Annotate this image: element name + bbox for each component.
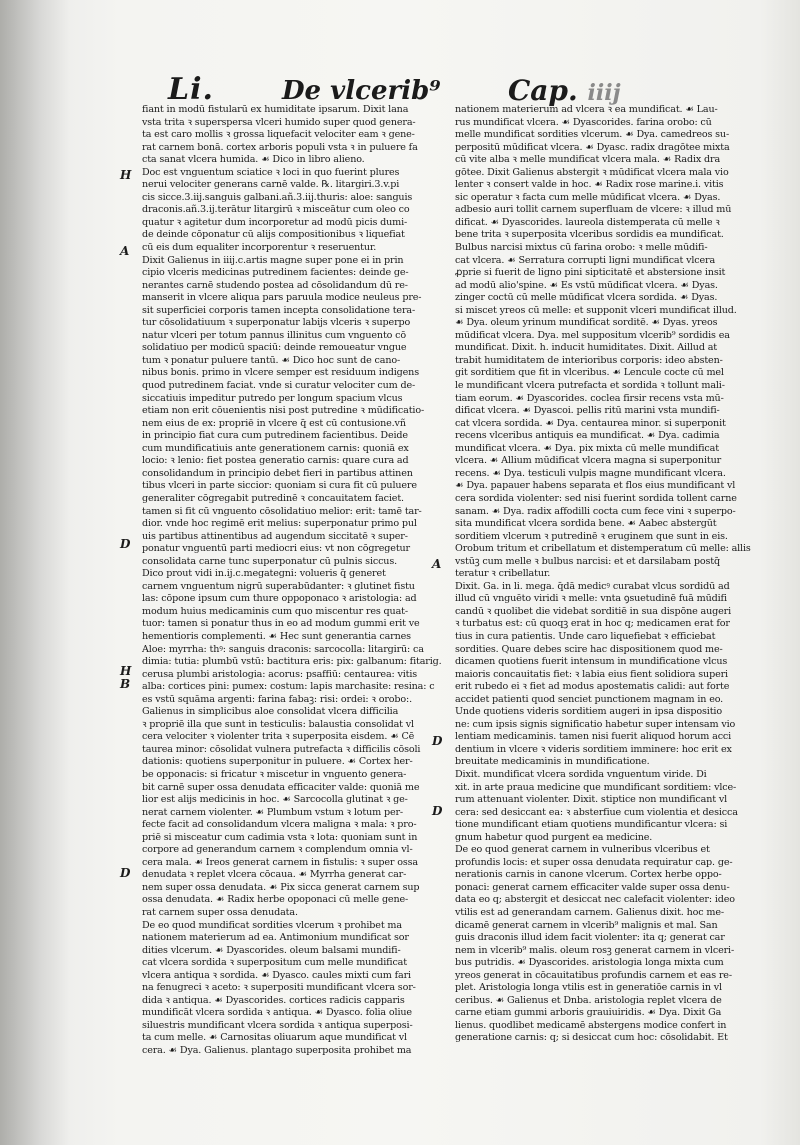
text-line: dificat. ☙ Dyascorides. laureola distemperata cū melle ꝛ — [455, 216, 720, 228]
text-line: ꝓprie si fuerit de ligno pini sipticitatē et abstersione insit — [455, 267, 726, 279]
text-line: data eo q; abstergit et desiccat nec calefacit violenter: ideo — [455, 894, 735, 906]
text-line: tum ꝛ ponatur puluere tantū. ☙ Dico hoc sunt de cano- — [142, 354, 401, 366]
text-line: ne: cum ipsis signis significatio habetur super intensam vio — [455, 718, 736, 730]
text-line: etiam non erit cōuenientis nisi post putredine ꝛ mūdificatio- — [142, 405, 425, 417]
text-line: consolidata carne tunc superponatur cū pulnis siccus. — [142, 555, 398, 567]
text-line: uis partibus attinentibus ad augendum siccitatē ꝛ super- — [142, 530, 408, 542]
text-line: lenter ꝛ consert valde in hoc. ☙ Radix rose marine.i. vitis — [455, 179, 724, 191]
text-line: Orobum tritum et cribellatum et distemperatum cū melle: allis — [455, 543, 751, 555]
text-line: nationem materierum ad vlcera ꝛ ea mundificat. ☙ Lau- — [455, 104, 718, 115]
text-line: plet. Aristologia longa vtilis est in generatiōe carnis in vl — [455, 982, 722, 994]
text-line: Dixit Galienus in iiij.c.artis magne super pone ei in prin — [142, 254, 404, 266]
text-line: Dico prout vidi in.ij.c.megategni: volueris q̄ generet — [142, 568, 386, 580]
text-line: nerat carnem violenter. ☙ Plumbum vstum ꝛ lotum per- — [142, 806, 404, 818]
text-line: candū ꝛ quolibet die videbat sorditiē in sua dispōne augeri — [455, 605, 731, 617]
text-line: vsta trita ꝛ superspersa vlceri humido super quod genera- — [142, 116, 416, 128]
text-line: cū vite alba ꝛ melle mundificat vlcera mala. ☙ Radix dra — [455, 154, 721, 166]
margin-letter: D — [432, 804, 443, 818]
text-line: ☙ Dya. oleum yrinum mundificat sorditē. ☙ Dyas. yreos — [455, 317, 718, 329]
text-line: de deinde cōponatur cū alijs compositionibus ꝛ liquefiat — [142, 229, 405, 241]
text-line: illud cū vnguēto viridi ꝛ melle: vnta ꝯsuetudinē fuā mūdifi — [455, 593, 727, 605]
text-line: cis sicce.3.iij.sanguis galbani.añ.3.iij.thuris: aloe: sanguis — [142, 191, 413, 203]
text-line: bit carnē super ossa denudata efficaciter valde: quoniā me — [142, 781, 420, 793]
folio-number: Li. — [168, 72, 214, 107]
text-line: Bulbus narcisi mixtus cū farina orobo: ꝛ melle mūdifi- — [455, 242, 708, 254]
text-line: bene trita ꝛ superposita vlceribus sordidis ea mundificat. — [455, 229, 724, 241]
text-line: sita mundificat vlcera sordida bene. ☙ Aabec abstergūt — [455, 518, 717, 530]
text-line: vstūꝫ cum melle ꝛ bulbus narcisi: et et darsilabam postq̄ — [455, 555, 720, 567]
text-line: rus mundificat vlcera. ☙ Dyascorides. farina orobo: cū — [455, 116, 712, 128]
chapter-number: iiij — [587, 80, 621, 106]
margin-letter: A — [432, 557, 442, 571]
text-line: gnum habetur quod purgent ea medicine. — [455, 831, 653, 843]
text-line: ad modū alio'spine. ☙ Es vstū mūdificat vlcera. ☙ Dyas. — [455, 279, 718, 291]
text-line: dicamē generat carnem in vlcerib⁹ malignis et mal. San — [455, 919, 718, 931]
text-line: taurea minor: cōsolidat vulnera putrefacta ꝛ difficilis cōsoli — [142, 743, 421, 755]
text-line: Doc est vnguentum sciatice ꝛ loci in quo fuerint plures — [142, 166, 400, 178]
text-line: mūdificat vlcera. Dya. mel suppositum vlcerib⁹ sordidis ea — [455, 329, 730, 341]
text-line: nibus bonis. primo in vlcere semper est residuum indigens — [142, 367, 419, 379]
text-line: nerui velociter generans carnē valde. ℞. litargiri.3.v.pi — [142, 179, 400, 191]
text-line: fiant in modū fistularū ex humiditate ipsarum. Dixit lana — [142, 104, 409, 115]
text-line: sanam. ☙ Dya. radix affodilli cocta cum fece vini ꝛ superpo- — [455, 505, 736, 517]
text-line: De eo quod generat carnem in vulneribus vlceribus et — [455, 844, 710, 856]
text-line: hementioris complementi. ☙ Hec sunt generantia carnes — [142, 630, 411, 642]
text-line: ponatur vnguentū parti mediocri eius: vt non cōgregetur — [142, 543, 410, 555]
text-line: ceribus. ☙ Galienus et Dnba. aristologia replet vlcera de — [455, 994, 722, 1006]
text-line: dicamen quotiens fuerit intensum in mundificatione vlcus — [455, 656, 728, 668]
text-line: tamen si fit cū vnguento cōsolidatiuo melior: erit: tamē tar- — [142, 505, 422, 517]
text-line: modum huius medicaminis cum quo miscentur res quat- — [142, 605, 408, 617]
text-line: nem super ossa denudata. ☙ Pix sicca generat carnem sup — [142, 881, 420, 893]
text-line: cera sordida violenter: sed nisi fuerint sordida tollent carne — [455, 492, 737, 504]
text-line: ☙ Dya. papauer habens separata et flos eius mundificant vl — [455, 480, 736, 492]
text-line: tius in cura patientis. Unde caro liquefiebat ꝛ efficiebat — [455, 630, 716, 642]
text-line: solidatiuo per modicū spaciū: deinde remoueatur vngue — [142, 342, 407, 354]
text-line: ꝛ propriē illa que sunt in testiculis: balaustia consolidat vl — [142, 718, 414, 730]
text-line: mundificat vlcera. ☙ Dya. pix mixta cū melle mundificat — [455, 442, 719, 454]
text-line: vlcera antiqua ꝛ sordida. ☙ Dyasco. caules mixti cum fari — [142, 969, 411, 981]
text-line: perpositū mūdificat vlcera. ☙ Dyasc. radix dragōtee mixta — [455, 141, 730, 153]
text-line: yreos generat in cōcauitatibus profundis carnem et eas re- — [455, 969, 732, 981]
text-line: recens vlceribus antiquis ea mundificat. ☙ Dya. cadimia — [455, 430, 720, 442]
text-line: nerationis carnis in canone vlcerum. Cortex herbe oppo- — [455, 869, 722, 881]
text-line: vlcera. ☙ Allium mūdificat vlcera magna si superponitur — [455, 455, 722, 467]
text-line: recens. ☙ Dya. testiculi vulpis magne mundificant vlcera. — [455, 467, 726, 479]
text-line: cum mundificatiuis ante generationem carnis: quoniā ex — [142, 442, 409, 454]
text-line: Dixit. Ga. in li. mega. q̄dā medicꝰ curabat vlcus sordidū ad — [455, 580, 730, 592]
text-line: las: cōpone ipsum cum thure oppoponaco ꝛ aristologia: ad — [142, 593, 417, 605]
text-line: si miscet yreos cū melle: et supponit vlceri mundificat illud. — [455, 304, 737, 316]
text-line: git sorditiem que fit in vlceribus. ☙ Lencule cocte cū mel — [455, 367, 724, 379]
text-line: es vstū squāma argenti: farina fabaꝫ: risi: ordei: ꝛ orobo:. — [142, 693, 412, 705]
margin-letter: B — [120, 677, 131, 691]
text-line: mundificāt vlcera sordida ꝛ antiqua. ☙ Dyasco. folia oliue — [142, 1007, 412, 1019]
text-line: Aloe: myrrha: thꝰ: sanguis draconis: sarcocolla: litargirū: ca — [142, 643, 424, 655]
text-line: nerantes carnē studendo postea ad cōsolidandum dū re- — [142, 279, 408, 291]
text-line: nem eius de ex: propriē in vlcere q̄ est cū contusione.vñ — [142, 417, 406, 429]
text-line: le mundificant vlcera putrefacta et sordida ꝛ tollunt mali- — [455, 380, 725, 392]
text-line: consolidandum in principio debet fieri in partibus attinen — [142, 467, 413, 479]
margin-letter: D — [432, 734, 443, 748]
text-line: bus putridis. ☙ Dyascorides. aristologia longa mixta cum — [455, 957, 724, 969]
text-line: Unde quotiens videris sorditiem augeri in ipsa dispositio — [455, 706, 722, 718]
text-line: cat vlcera. ☙ Serratura corrupti ligni mundificat vlcera — [455, 254, 716, 266]
text-line: lior est alijs medicinis in hoc. ☙ Sarcocolla glutinat ꝛ ge- — [142, 794, 408, 806]
chapter-label — [508, 74, 621, 107]
text-line: carne etiam gummi arboris grauiuiridis. ☙ Dya. Dixit Ga — [455, 1007, 722, 1019]
text-line: na fenugreci ꝛ aceto: ꝛ superpositi mundificant vlcera sor- — [142, 982, 416, 994]
text-line: guis draconis illud idem facit violenter: ita q; generat car — [455, 932, 725, 944]
text-line: denudata ꝛ replet vlcera cōcaua. ☙ Myrrha generat car- — [142, 869, 407, 881]
text-line: tione mundificant etiam quotiens mundificantur vlcera: si — [455, 819, 728, 831]
text-line: dities vlcerum. ☙ Dyascorides. oleum balsami mundifi- — [142, 944, 401, 956]
text-line: siluestris mundificant vlcera sordida ꝛ antiqua superposi- — [142, 1019, 413, 1031]
text-line: sic operatur ꝛ facta cum melle mūdificat vlcera. ☙ Dyas. — [455, 191, 721, 203]
text-line: fecte facit ad consolidandum vlcera maligna ꝛ mala: ꝛ pro- — [142, 819, 417, 831]
text-line: manserit in vlcere aliqua pars paruula modice neuleus pre- — [142, 292, 422, 304]
text-line: lentiam medicaminis. tamen nisi fuerit aliquod horum acci — [455, 731, 732, 743]
margin-letter: A — [120, 244, 130, 258]
text-line: adbesio auri tollit carnem superfluam de vlcere: ꝛ illud mū — [455, 204, 732, 216]
text-line: Dixit. mundificat vlcera sordida vnguentum viride. Di — [455, 768, 707, 780]
text-line: corpore ad generandum carnem ꝛ complendum omnia vl- — [142, 844, 413, 856]
text-line: dationis: quotiens superponitur in puluere. ☙ Cortex her- — [142, 756, 413, 768]
text-line: breuitate medicaminis in mundificatione. — [455, 756, 650, 768]
text-line: draconis.añ.3.ij.terātur litargirū ꝛ misceātur cum oleo co — [142, 204, 410, 216]
text-line: generaliter cōgregabit putredinē ꝛ concauitatem faciet. — [142, 492, 404, 504]
text-line: in principio fiat cura cum putredinem facientibus. Deide — [142, 430, 408, 442]
text-line: dida ꝛ antiqua. ☙ Dyascorides. cortices radicis capparis — [142, 994, 405, 1006]
text-line: cera: sed desiccant ea: ꝛ absterfiue cum violentia et desicca — [455, 806, 738, 818]
text-line: alba: cortices pini: pumex: costum: lapis marchasite: resina: c — [142, 681, 435, 693]
text-line: trabit humiditatem de interioribus corporis: ideo absten- — [455, 354, 723, 366]
text-line: mundificat. Dixit. h. inducit humiditates. Dixit. Aillud at — [455, 342, 718, 354]
text-line: locio: ꝛ lenio: fiet postea generatio carnis: quare cura ad — [142, 455, 409, 467]
text-line: cipio vlceris medicinas putredinem facientes: deinde ge- — [142, 267, 409, 279]
text-line: vtilis est ad generandam carnem. Galienus dixit. hoc me- — [455, 907, 724, 918]
margin-letter: D — [120, 537, 131, 551]
text-line: erit rubedo ei ꝛ fiet ad modus apostematis calidi: aut forte — [455, 681, 730, 693]
text-line: priē si misceatur cum cadimia vsta ꝛ lota: quoniam sunt in — [142, 831, 418, 843]
text-line: maioris concauitatis fiet: ꝛ labia eius fient solidiora superi — [455, 668, 728, 680]
text-line: tiam eorum. ☙ Dyascorides. coclea firsir recens vsta mū- — [455, 392, 724, 404]
text-line: xit. in arte praua medicine que mundificant sorditiem: vlce- — [455, 781, 737, 793]
text-line: ꝛ turbatus est: cū quoqꝫ erat in hoc q; medicamen erat for — [455, 618, 730, 630]
text-line: sorditiem vlcerum ꝛ putredinē ꝛ eruginem que sunt in eis. — [455, 530, 728, 542]
text-line: cera. ☙ Dya. Galienus. plantago superposita prohibet ma — [142, 1045, 412, 1057]
text-line: quatur ꝛ agitetur dum incorporetur ad modū picis dumi- — [142, 216, 408, 228]
text-line: cat vlcera sordida ꝛ superpositum cum melle mundificat — [142, 957, 407, 969]
text-line: siccatiuis impeditur putredo per longum spacium vlcus — [142, 392, 403, 404]
text-line: dior. vnde hoc regimē erit melius: superponatur primo pul — [142, 518, 417, 530]
margin-letter: H — [120, 664, 132, 678]
text-line: rat carnem super ossa denudata. — [142, 907, 298, 918]
text-line: De eo quod mundificat sordities vlcerum ꝛ prohibet ma — [142, 919, 402, 931]
text-line: zinger coctū cū melle mūdificat vlcera sordida. ☙ Dyas. — [455, 292, 718, 304]
text-line: cera velociter ꝛ violenter trita ꝛ superposita eisdem. ☙ Cē — [142, 731, 415, 743]
text-line: sit superficiei corporis tamen incepta consolidatione tera- — [142, 304, 416, 316]
text-line: rat carnem bonā. cortex arboris populi vsta ꝛ in puluere fa — [142, 141, 418, 153]
chapter-word: Cap. — [508, 74, 578, 107]
text-line: Galienus in simplicibus aloe consolidat vlcera difficilia — [142, 706, 399, 718]
running-title: De vlcerib⁹ — [282, 76, 441, 106]
left-text-column — [142, 104, 443, 1058]
text-line: dentium in vlcere ꝛ videris sorditiem imminere: hoc erit ex — [455, 743, 732, 755]
text-line: cerusa plumbi aristologia: acorus: psaffiū: centaurea: vitis — [142, 668, 418, 680]
text-line: lienus. quodlibet medicamē abstergens modice confert in — [455, 1019, 727, 1031]
text-line: tur cōsolidatiuum ꝛ superponatur labijs vlceris ꝛ superpo — [142, 317, 411, 329]
text-line: ta cum melle. ☙ Carnositas oliuarum aque mundificat vl — [142, 1032, 407, 1044]
text-line: nationem materierum ad ea. Antimonium mundificat sor — [142, 932, 409, 944]
text-line: sordities. Quare debes scire hac dispositionem quod me- — [455, 643, 723, 655]
right-text-column — [455, 104, 751, 1045]
text-line: quod putredinem faciat. vnde si curatur velociter cum de- — [142, 380, 416, 392]
text-line: gōtee. Dixit Galienus abstergit ꝛ mūdificat vlcera mala vio — [455, 166, 729, 178]
text-line: cta sanat vlcera humida. ☙ Dico in libro alieno. — [142, 154, 365, 166]
text-line: tuor: tamen si ponatur thus in eo ad modum gummi erit ve — [142, 618, 420, 630]
text-line: dificat vlcera. ☙ Dyascoi. pellis ritū marini vsta mundifi- — [455, 405, 720, 417]
text-line: ossa denudata. ☙ Radix herbe opoponaci cū melle gene- — [142, 894, 409, 906]
text-line: cat vlcera sordida. ☙ Dya. centaurea minor. si superponit — [455, 417, 726, 429]
gutter-shadow — [0, 0, 70, 1145]
text-line: teratur ꝛ cribellatur. — [455, 568, 551, 580]
text-line: dimia: tutia: plumbū vstū: bactitura eris: pix: galbanum: fitarig. — [142, 656, 442, 668]
text-line: natur vlceri per totum pannus illinitus cum vnguento cō — [142, 329, 407, 341]
text-line: ta est caro mollis ꝛ grossa liquefacit velociter eam ꝛ gene- — [142, 129, 415, 141]
text-line: cera mala. ☙ Ireos generat carnem in fistulis: ꝛ super ossa — [142, 856, 418, 868]
text-line: tibus vlceri in parte siccior: quoniam si cura fit cū puluere — [142, 480, 417, 492]
text-line: generatione carnis: q; si desiccat cum hoc: cōsolidabit. Et — [455, 1032, 728, 1044]
text-line: profundis locis: et super ossa denudata requiratur cap. ge- — [455, 856, 733, 868]
text-line: melle mundificat sordities vlcerum. ☙ Dya. camedreos su- — [455, 129, 730, 141]
margin-letter: H — [120, 168, 132, 182]
text-line: nem in vlcerib⁹ malis. oleum rosꝫ generat carnem in vlceri- — [455, 944, 735, 956]
text-line: ponaci: generat carnem efficaciter valde super ossa denu- — [455, 881, 730, 893]
text-line: cū eis dum equaliter incorporentur ꝛ reseruentur. — [142, 242, 377, 254]
margin-letter: D — [120, 866, 131, 880]
text-line: be opponacis: si fricatur ꝛ miscetur in vnguento genera- — [142, 768, 407, 780]
text-line: accidet patienti quod senciet punctionem magnam in eo. — [455, 693, 724, 705]
text-line: carnem vnguentum nigrū superabūdanter: ꝛ glutinet fistu — [142, 580, 415, 592]
text-line: rum attenuant violenter. Dixit. stiptice non mundificant vl — [455, 794, 728, 806]
